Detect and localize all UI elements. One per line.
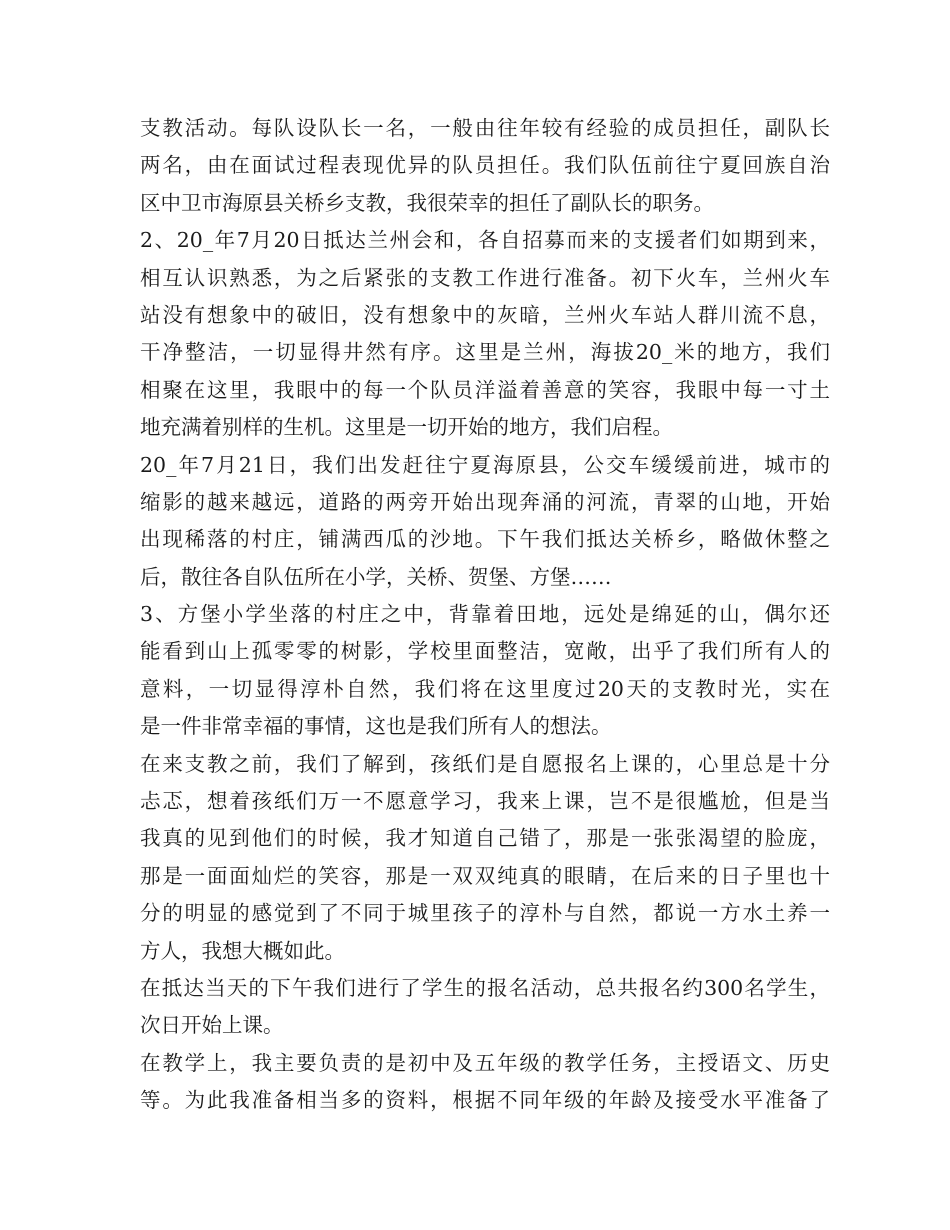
text-line: 3、方堡小学坐落的村庄之中，背靠着田地，远处是绵延的山，偶尔还 [140, 602, 830, 627]
text-line: 方人，我想大概如此。 [140, 938, 345, 963]
text-line: 在抵达当天的下午我们进行了学生的报名活动，总共报名约300名学生， [140, 975, 830, 1000]
text-line: 后，散往各自队伍所在小学，关桥、贺堡、方堡…… [140, 564, 612, 589]
text-line: 2、20_年7月20日抵达兰州会和，各自招募而来的支援者们如期到来， [140, 228, 830, 253]
text-line: 支教活动。每队设队长一名，一般由往年较有经验的成员担任，副队长 [140, 116, 830, 140]
text-line: 能看到山上孤零零的树影，学校里面整洁，宽敞，出乎了我们所有人的 [140, 639, 830, 664]
text-line: 相互认识熟悉，为之后紧张的支教工作进行准备。初下火车，兰州火车 [140, 265, 830, 290]
text-line: 出现稀落的村庄，铺满西瓜的沙地。下午我们抵达关桥乡，略做休整之 [140, 527, 830, 552]
text-line: 等。为此我准备相当多的资料，根据不同年级的年龄及接受水平准备了 [140, 1088, 830, 1113]
text-line: 相聚在这里，我眼中的每一个队员洋溢着善意的笑容，我眼中每一寸土 [140, 377, 830, 402]
text-line: 缩影的越来越远，道路的两旁开始出现奔涌的河流，青翠的山地，开始 [140, 489, 830, 514]
text-line: 干净整洁，一切显得井然有序。这里是兰州，海拔20_米的地方，我们 [140, 340, 830, 365]
text-line: 是一件非常幸福的事情，这也是我们所有人的想法。 [140, 714, 612, 739]
document-body [140, 110, 830, 1120]
text-line: 分的明显的感觉到了不同于城里孩子的淳朴与自然，都说一方水土养一 [140, 901, 830, 926]
text-line: 20_年7月21日，我们出发赶往宁夏海原县，公交车缓缓前进，城市的 [140, 452, 830, 477]
text-line: 在教学上，我主要负责的是初中及五年级的教学任务，主授语文、历史 [140, 1050, 830, 1075]
text-line: 次日开始上课。 [140, 1013, 284, 1038]
text-line: 意料，一切显得淳朴自然，我们将在这里度过20天的支教时光，实在 [140, 676, 830, 701]
text-line: 站没有想象中的破旧，没有想象中的灰暗，兰州火车站人群川流不息， [140, 302, 830, 327]
text-line: 地充满着别样的生机。这里是一切开始的地方，我们启程。 [140, 415, 673, 440]
text-line: 区中卫市海原县关桥乡支教，我很荣幸的担任了副队长的职务。 [140, 190, 714, 215]
text-line: 忐忑，想着孩纸们万一不愿意学习，我来上课，岂不是很尴尬，但是当 [140, 789, 830, 814]
text-line: 两名，由在面试过程表现优异的队员担任。我们队伍前往宁夏回族自治 [140, 153, 830, 178]
text-line: 那是一面面灿烂的笑容，那是一双双纯真的眼睛，在后来的日子里也十 [140, 863, 830, 888]
text-line: 在来支教之前，我们了解到，孩纸们是自愿报名上课的，心里总是十分 [140, 751, 830, 776]
text-line: 我真的见到他们的时候，我才知道自己错了，那是一张张渴望的脸庞， [140, 826, 830, 851]
